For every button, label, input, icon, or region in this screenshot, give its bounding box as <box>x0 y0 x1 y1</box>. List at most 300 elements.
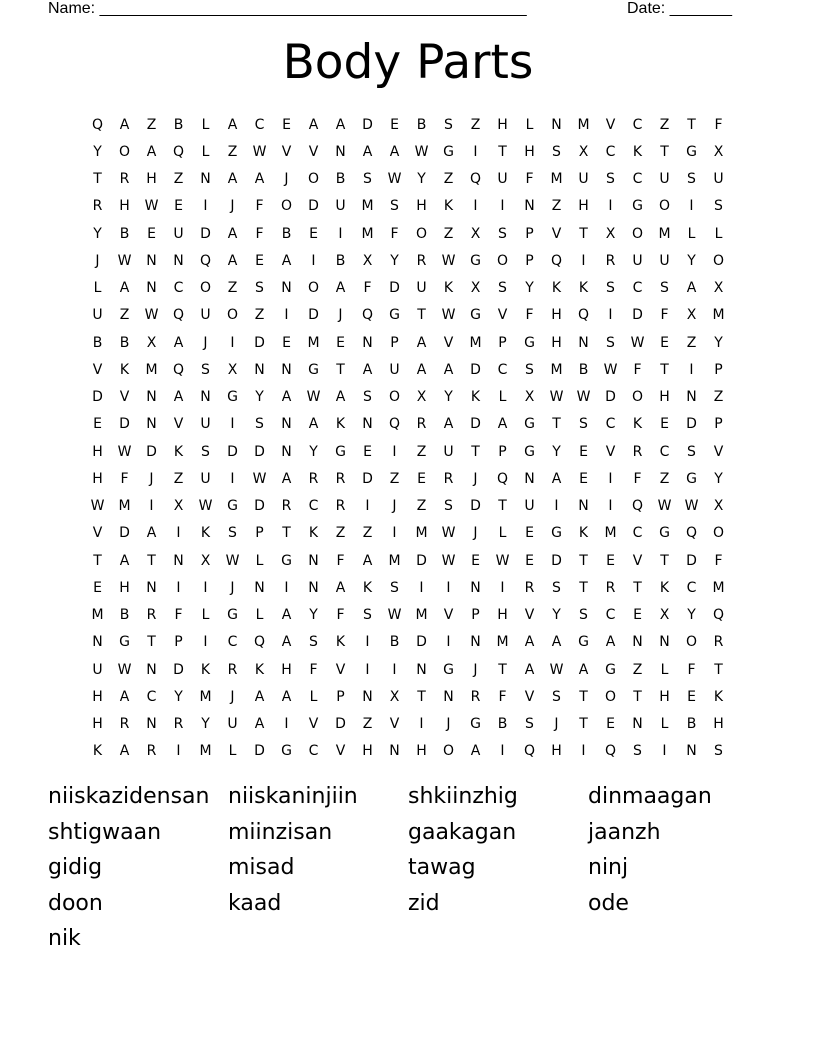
grid-cell[interactable]: W <box>90 498 105 515</box>
grid-cell[interactable]: D <box>254 743 265 760</box>
grid-cell[interactable]: U <box>659 252 670 269</box>
grid-cell[interactable]: N <box>686 389 697 406</box>
grid-cell[interactable]: S <box>363 607 372 624</box>
grid-cell[interactable]: D <box>92 389 103 406</box>
grid-cell[interactable]: E <box>255 252 264 269</box>
grid-cell[interactable]: K <box>632 143 643 160</box>
grid-cell[interactable]: U <box>92 661 103 678</box>
grid-cell[interactable]: I <box>581 252 586 269</box>
grid-cell[interactable]: H <box>551 307 562 324</box>
grid-cell[interactable]: Z <box>659 470 670 487</box>
grid-cell[interactable]: A <box>362 361 373 378</box>
grid-cell[interactable]: G <box>551 525 562 542</box>
grid-cell[interactable]: J <box>284 171 289 188</box>
grid-cell[interactable]: U <box>632 252 643 269</box>
grid-cell[interactable]: O <box>388 389 401 406</box>
grid-cell[interactable]: I <box>689 361 694 378</box>
grid-cell[interactable]: B <box>281 225 292 242</box>
grid-cell[interactable]: S <box>660 280 669 297</box>
grid-cell[interactable]: S <box>201 443 210 460</box>
grid-cell[interactable]: F <box>660 307 669 324</box>
grid-cell[interactable]: I <box>419 579 424 596</box>
grid-cell[interactable]: G <box>335 443 346 460</box>
grid-cell[interactable]: O <box>307 280 320 297</box>
grid-cell[interactable]: W <box>441 307 456 324</box>
grid-cell[interactable]: I <box>392 443 397 460</box>
grid-cell[interactable]: H <box>92 443 103 460</box>
grid-cell[interactable]: V <box>443 607 454 624</box>
grid-cell[interactable]: E <box>174 198 183 215</box>
grid-cell[interactable]: A <box>443 361 454 378</box>
grid-cell[interactable]: P <box>525 252 534 269</box>
grid-cell[interactable]: N <box>416 661 427 678</box>
grid-cell[interactable]: Q <box>388 416 401 433</box>
grid-cell[interactable]: P <box>714 361 723 378</box>
grid-cell[interactable]: X <box>146 334 157 351</box>
grid-cell[interactable]: X <box>524 389 535 406</box>
grid-cell[interactable]: P <box>471 607 480 624</box>
grid-cell[interactable]: F <box>309 661 318 678</box>
grid-cell[interactable]: C <box>605 143 616 160</box>
grid-cell[interactable]: G <box>470 252 481 269</box>
grid-cell[interactable]: Z <box>551 198 562 215</box>
grid-cell[interactable]: C <box>632 116 643 133</box>
grid-cell[interactable]: L <box>255 607 264 624</box>
grid-cell[interactable]: I <box>608 307 613 324</box>
grid-cell[interactable]: T <box>660 361 669 378</box>
grid-cell[interactable]: W <box>684 498 699 515</box>
grid-cell[interactable]: I <box>365 634 370 651</box>
grid-cell[interactable]: Y <box>552 443 561 460</box>
grid-cell[interactable]: T <box>498 498 507 515</box>
grid-cell[interactable]: A <box>281 252 292 269</box>
grid-cell[interactable]: N <box>524 470 535 487</box>
grid-cell[interactable]: S <box>228 525 237 542</box>
grid-cell[interactable]: B <box>173 116 184 133</box>
grid-cell[interactable]: S <box>444 498 453 515</box>
grid-cell[interactable]: I <box>500 579 505 596</box>
grid-cell[interactable]: E <box>579 443 588 460</box>
grid-cell[interactable]: F <box>714 116 723 133</box>
grid-cell[interactable]: E <box>660 334 669 351</box>
grid-cell[interactable]: O <box>496 252 509 269</box>
grid-cell[interactable]: P <box>390 334 399 351</box>
grid-cell[interactable]: A <box>254 716 265 733</box>
grid-cell[interactable]: H <box>281 661 292 678</box>
grid-cell[interactable]: B <box>335 252 346 269</box>
grid-cell[interactable]: P <box>714 416 723 433</box>
grid-cell[interactable]: D <box>470 361 481 378</box>
grid-cell[interactable]: T <box>714 661 723 678</box>
grid-cell[interactable]: Z <box>173 470 184 487</box>
grid-cell[interactable]: O <box>631 225 644 242</box>
grid-cell[interactable]: A <box>686 280 697 297</box>
grid-cell[interactable]: W <box>603 361 618 378</box>
grid-cell[interactable]: U <box>227 716 238 733</box>
grid-cell[interactable]: G <box>524 443 535 460</box>
grid-cell[interactable]: D <box>335 716 346 733</box>
grid-cell[interactable]: K <box>335 634 346 651</box>
grid-cell[interactable]: N <box>389 743 400 760</box>
grid-cell[interactable]: F <box>120 470 129 487</box>
grid-cell[interactable]: C <box>605 416 616 433</box>
grid-cell[interactable]: T <box>660 552 669 569</box>
grid-cell[interactable]: I <box>284 579 289 596</box>
grid-cell[interactable]: T <box>498 661 507 678</box>
grid-cell[interactable]: F <box>336 552 345 569</box>
grid-cell[interactable]: E <box>579 470 588 487</box>
grid-cell[interactable]: G <box>659 525 670 542</box>
grid-cell[interactable]: D <box>254 334 265 351</box>
grid-cell[interactable]: T <box>687 116 696 133</box>
grid-cell[interactable]: A <box>578 661 589 678</box>
grid-cell[interactable]: A <box>335 389 346 406</box>
grid-cell[interactable]: N <box>578 334 589 351</box>
grid-cell[interactable]: N <box>578 498 589 515</box>
grid-cell[interactable]: O <box>118 143 131 160</box>
grid-cell[interactable]: Y <box>552 607 561 624</box>
grid-cell[interactable]: Q <box>631 498 644 515</box>
grid-cell[interactable]: U <box>713 171 724 188</box>
grid-cell[interactable]: I <box>446 579 451 596</box>
grid-cell[interactable]: N <box>308 579 319 596</box>
grid-cell[interactable]: R <box>146 743 157 760</box>
grid-cell[interactable]: Q <box>361 307 374 324</box>
grid-cell[interactable]: N <box>146 661 157 678</box>
grid-cell[interactable]: G <box>605 661 616 678</box>
grid-cell[interactable]: S <box>390 198 399 215</box>
grid-cell[interactable]: A <box>551 634 562 651</box>
grid-cell[interactable]: A <box>254 171 265 188</box>
grid-cell[interactable]: Z <box>254 307 265 324</box>
grid-cell[interactable]: X <box>605 225 616 242</box>
grid-cell[interactable]: I <box>176 743 181 760</box>
grid-cell[interactable]: X <box>416 389 427 406</box>
grid-cell[interactable]: H <box>578 198 589 215</box>
grid-cell[interactable]: H <box>551 334 562 351</box>
grid-cell[interactable]: T <box>579 716 588 733</box>
grid-cell[interactable]: V <box>281 143 292 160</box>
grid-cell[interactable]: N <box>173 252 184 269</box>
grid-cell[interactable]: Z <box>416 443 427 460</box>
grid-cell[interactable]: A <box>416 361 427 378</box>
grid-cell[interactable]: C <box>497 361 508 378</box>
grid-cell[interactable]: Q <box>685 525 698 542</box>
grid-cell[interactable]: R <box>119 171 130 188</box>
grid-cell[interactable]: W <box>441 252 456 269</box>
grid-cell[interactable]: H <box>119 579 130 596</box>
grid-cell[interactable]: R <box>281 498 292 515</box>
grid-cell[interactable]: V <box>524 688 535 705</box>
grid-cell[interactable]: N <box>308 552 319 569</box>
grid-cell[interactable]: G <box>686 470 697 487</box>
grid-cell[interactable]: D <box>308 307 319 324</box>
grid-cell[interactable]: G <box>443 143 454 160</box>
grid-cell[interactable]: U <box>524 498 535 515</box>
grid-cell[interactable]: O <box>658 198 671 215</box>
grid-cell[interactable]: V <box>173 416 184 433</box>
grid-cell[interactable]: E <box>93 579 102 596</box>
grid-cell[interactable]: D <box>146 443 157 460</box>
grid-cell[interactable]: C <box>227 634 238 651</box>
grid-cell[interactable]: C <box>632 171 643 188</box>
grid-cell[interactable]: Z <box>173 171 184 188</box>
grid-cell[interactable]: I <box>554 498 559 515</box>
grid-cell[interactable]: T <box>660 143 669 160</box>
grid-cell[interactable]: V <box>119 389 130 406</box>
grid-cell[interactable]: Y <box>201 716 210 733</box>
grid-cell[interactable]: A <box>335 579 346 596</box>
grid-cell[interactable]: A <box>227 116 238 133</box>
grid-cell[interactable]: M <box>361 225 374 242</box>
grid-cell[interactable]: S <box>606 334 615 351</box>
grid-cell[interactable]: N <box>524 198 535 215</box>
grid-cell[interactable]: R <box>119 716 130 733</box>
grid-cell[interactable]: I <box>203 579 208 596</box>
grid-cell[interactable]: V <box>605 443 616 460</box>
grid-cell[interactable]: B <box>416 116 427 133</box>
grid-cell[interactable]: M <box>712 307 725 324</box>
grid-cell[interactable]: J <box>230 688 235 705</box>
grid-cell[interactable]: U <box>200 470 211 487</box>
grid-cell[interactable]: D <box>470 498 481 515</box>
grid-cell[interactable]: Q <box>712 607 725 624</box>
grid-cell[interactable]: R <box>713 634 724 651</box>
grid-cell[interactable]: M <box>658 225 671 242</box>
grid-cell[interactable]: K <box>200 525 211 542</box>
grid-cell[interactable]: I <box>473 143 478 160</box>
grid-cell[interactable]: M <box>415 525 428 542</box>
grid-cell[interactable]: A <box>362 552 373 569</box>
grid-cell[interactable]: T <box>471 443 480 460</box>
grid-cell[interactable]: S <box>498 280 507 297</box>
grid-cell[interactable]: E <box>147 225 156 242</box>
grid-cell[interactable]: T <box>93 171 102 188</box>
grid-cell[interactable]: K <box>92 743 103 760</box>
grid-cell[interactable]: I <box>203 634 208 651</box>
grid-cell[interactable]: T <box>552 416 561 433</box>
grid-cell[interactable]: F <box>498 688 507 705</box>
grid-cell[interactable]: N <box>200 171 211 188</box>
grid-cell[interactable]: E <box>660 416 669 433</box>
grid-cell[interactable]: E <box>309 225 318 242</box>
grid-cell[interactable]: Z <box>227 280 238 297</box>
grid-cell[interactable]: S <box>606 171 615 188</box>
grid-cell[interactable]: N <box>362 416 373 433</box>
grid-cell[interactable]: M <box>118 498 131 515</box>
grid-cell[interactable]: D <box>119 525 130 542</box>
grid-cell[interactable]: O <box>631 389 644 406</box>
grid-cell[interactable]: O <box>199 280 212 297</box>
grid-cell[interactable]: N <box>443 688 454 705</box>
grid-cell[interactable]: J <box>338 307 343 324</box>
grid-cell[interactable]: F <box>525 171 534 188</box>
grid-cell[interactable]: Q <box>496 470 509 487</box>
grid-cell[interactable]: N <box>254 579 265 596</box>
grid-cell[interactable]: A <box>416 334 427 351</box>
grid-cell[interactable]: G <box>443 661 454 678</box>
grid-cell[interactable]: H <box>146 171 157 188</box>
grid-cell[interactable]: O <box>712 525 725 542</box>
grid-cell[interactable]: D <box>605 389 616 406</box>
grid-cell[interactable]: R <box>335 498 346 515</box>
grid-cell[interactable]: D <box>389 280 400 297</box>
grid-cell[interactable]: W <box>117 443 132 460</box>
grid-cell[interactable]: I <box>446 634 451 651</box>
grid-cell[interactable]: I <box>230 334 235 351</box>
grid-cell[interactable]: Q <box>91 116 104 133</box>
grid-cell[interactable]: D <box>173 661 184 678</box>
grid-cell[interactable]: W <box>252 143 267 160</box>
grid-cell[interactable]: O <box>226 307 239 324</box>
grid-cell[interactable]: A <box>173 334 184 351</box>
grid-cell[interactable]: Y <box>93 143 102 160</box>
grid-cell[interactable]: V <box>443 334 454 351</box>
grid-cell[interactable]: V <box>308 716 319 733</box>
grid-cell[interactable]: I <box>419 716 424 733</box>
grid-cell[interactable]: A <box>389 143 400 160</box>
grid-cell[interactable]: K <box>578 280 589 297</box>
grid-cell[interactable]: L <box>309 688 318 705</box>
grid-cell[interactable]: B <box>119 334 130 351</box>
grid-cell[interactable]: X <box>713 143 724 160</box>
grid-cell[interactable]: H <box>659 389 670 406</box>
grid-cell[interactable]: W <box>549 661 564 678</box>
grid-cell[interactable]: G <box>227 389 238 406</box>
grid-cell[interactable]: T <box>633 688 642 705</box>
grid-cell[interactable]: A <box>281 470 292 487</box>
grid-cell[interactable]: L <box>660 661 669 678</box>
grid-cell[interactable]: E <box>633 607 642 624</box>
grid-cell[interactable]: U <box>578 171 589 188</box>
grid-cell[interactable]: J <box>473 470 478 487</box>
grid-cell[interactable]: A <box>308 116 319 133</box>
grid-cell[interactable]: T <box>579 225 588 242</box>
grid-cell[interactable]: O <box>604 688 617 705</box>
grid-cell[interactable]: T <box>147 634 156 651</box>
grid-cell[interactable]: P <box>498 334 507 351</box>
grid-cell[interactable]: Y <box>714 334 723 351</box>
grid-cell[interactable]: Z <box>119 307 130 324</box>
grid-cell[interactable]: H <box>713 716 724 733</box>
grid-cell[interactable]: E <box>282 116 291 133</box>
grid-cell[interactable]: G <box>227 607 238 624</box>
grid-cell[interactable]: K <box>200 661 211 678</box>
grid-cell[interactable]: K <box>254 661 265 678</box>
grid-cell[interactable]: N <box>281 280 292 297</box>
grid-cell[interactable]: R <box>335 470 346 487</box>
grid-cell[interactable]: W <box>252 470 267 487</box>
grid-cell[interactable]: S <box>714 198 723 215</box>
grid-cell[interactable]: H <box>92 688 103 705</box>
grid-cell[interactable]: M <box>496 634 509 651</box>
grid-cell[interactable]: Z <box>416 498 427 515</box>
grid-cell[interactable]: D <box>362 116 373 133</box>
grid-cell[interactable]: W <box>198 498 213 515</box>
grid-cell[interactable]: R <box>146 607 157 624</box>
grid-cell[interactable]: G <box>578 634 589 651</box>
grid-cell[interactable]: R <box>524 579 535 596</box>
grid-cell[interactable]: Z <box>335 525 346 542</box>
grid-cell[interactable]: M <box>199 743 212 760</box>
grid-cell[interactable]: E <box>687 688 696 705</box>
grid-cell[interactable]: S <box>525 361 534 378</box>
grid-cell[interactable]: H <box>497 607 508 624</box>
grid-cell[interactable]: X <box>173 498 184 515</box>
grid-cell[interactable]: S <box>363 389 372 406</box>
grid-cell[interactable]: M <box>712 579 725 596</box>
grid-cell[interactable]: I <box>608 470 613 487</box>
grid-cell[interactable]: D <box>632 307 643 324</box>
grid-cell[interactable]: S <box>579 416 588 433</box>
grid-cell[interactable]: Z <box>146 116 157 133</box>
grid-cell[interactable]: H <box>416 743 427 760</box>
grid-cell[interactable]: G <box>227 498 238 515</box>
grid-cell[interactable]: Q <box>253 634 266 651</box>
grid-cell[interactable]: X <box>227 361 238 378</box>
grid-cell[interactable]: M <box>469 334 482 351</box>
grid-cell[interactable]: R <box>173 716 184 733</box>
grid-cell[interactable]: H <box>524 143 535 160</box>
grid-cell[interactable]: Z <box>389 470 400 487</box>
grid-cell[interactable]: F <box>255 225 264 242</box>
grid-cell[interactable]: M <box>415 607 428 624</box>
grid-cell[interactable]: S <box>309 634 318 651</box>
grid-cell[interactable]: F <box>525 307 534 324</box>
grid-cell[interactable]: S <box>552 688 561 705</box>
grid-cell[interactable]: J <box>149 470 154 487</box>
grid-cell[interactable]: I <box>689 198 694 215</box>
grid-cell[interactable]: N <box>362 334 373 351</box>
grid-cell[interactable]: A <box>335 116 346 133</box>
grid-cell[interactable]: D <box>551 552 562 569</box>
grid-cell[interactable]: F <box>363 280 372 297</box>
grid-cell[interactable]: U <box>497 171 508 188</box>
grid-cell[interactable]: S <box>444 116 453 133</box>
grid-cell[interactable]: L <box>498 389 507 406</box>
grid-cell[interactable]: I <box>149 498 154 515</box>
grid-cell[interactable]: T <box>417 307 426 324</box>
grid-cell[interactable]: Y <box>93 225 102 242</box>
grid-cell[interactable]: A <box>281 389 292 406</box>
grid-cell[interactable]: Y <box>255 389 264 406</box>
grid-cell[interactable]: D <box>416 634 427 651</box>
grid-cell[interactable]: D <box>470 416 481 433</box>
grid-cell[interactable]: A <box>119 688 130 705</box>
grid-cell[interactable]: F <box>633 470 642 487</box>
grid-cell[interactable]: K <box>308 525 319 542</box>
grid-cell[interactable]: S <box>255 416 264 433</box>
grid-cell[interactable]: R <box>308 470 319 487</box>
grid-cell[interactable]: T <box>417 688 426 705</box>
grid-cell[interactable]: L <box>255 552 264 569</box>
grid-cell[interactable]: U <box>389 361 400 378</box>
grid-cell[interactable]: G <box>632 198 643 215</box>
grid-cell[interactable]: X <box>713 498 724 515</box>
grid-cell[interactable]: R <box>92 198 103 215</box>
grid-cell[interactable]: P <box>525 225 534 242</box>
grid-cell[interactable]: J <box>446 716 451 733</box>
grid-cell[interactable]: V <box>713 443 724 460</box>
grid-cell[interactable]: C <box>605 607 616 624</box>
grid-cell[interactable]: P <box>174 634 183 651</box>
grid-cell[interactable]: G <box>281 552 292 569</box>
grid-cell[interactable]: F <box>336 607 345 624</box>
grid-cell[interactable]: W <box>576 389 591 406</box>
grid-cell[interactable]: Q <box>469 171 482 188</box>
grid-cell[interactable]: C <box>308 498 319 515</box>
grid-cell[interactable]: H <box>92 716 103 733</box>
